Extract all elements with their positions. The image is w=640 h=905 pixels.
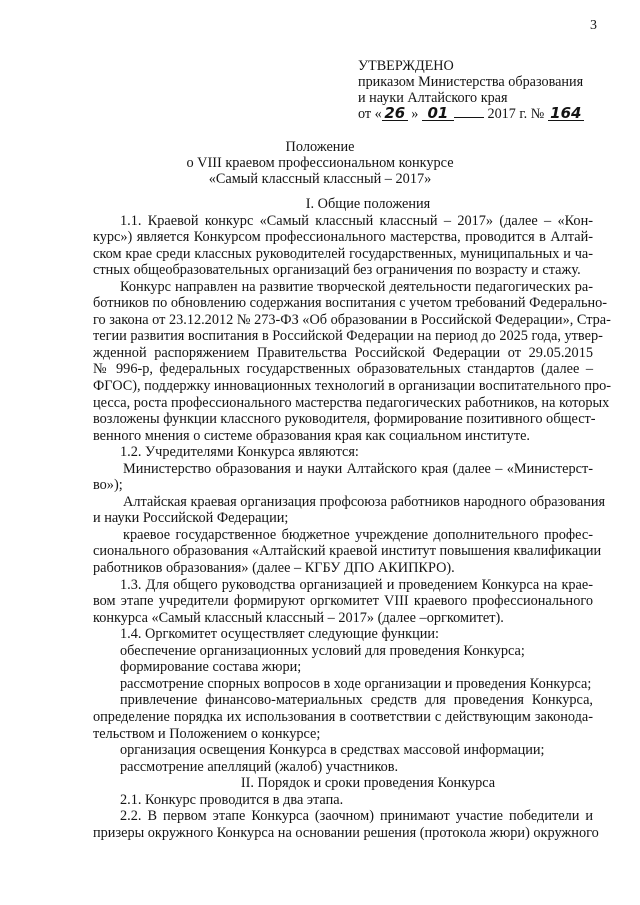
text-line: 2.2. В первом этапе Конкурса (заочном) принимают участие победители и <box>120 808 593 825</box>
heading-line-2: о VIII краевом профессиональном конкурсе <box>186 155 454 171</box>
text-line: краевое государственное бюджетное учреждение дополнительного профес- <box>123 526 593 543</box>
text-line: рассмотрение спорных вопросов в ходе организации и проведения Конкурса; <box>120 675 592 692</box>
text-line: вом этапе учредители формируют оргкомитет VIII краевого профессионального <box>93 593 593 610</box>
text-line: Конкурс направлен на развитие творческой деятельности педагогических ра- <box>120 278 593 295</box>
text-line: организация освещения Конкурса в средствах массовой информации; <box>120 742 545 759</box>
approval-stamp <box>358 58 584 122</box>
text-line: возложены функции классного руководителя, формирование позитивного общест- <box>93 411 596 428</box>
text-line: обеспечение организационных условий для проведения Конкурса; <box>120 642 525 659</box>
text-line: 2.1. Конкурс проводится в два этапа. <box>120 791 344 808</box>
text-line: Министерство образования и науки Алтайского края (далее – «Министерст- <box>123 460 593 477</box>
date-separator: » <box>411 106 419 122</box>
text-line: ФГОС), поддержку инновационных технологий в организации воспитательного про- <box>93 378 612 395</box>
text-line: формирование состава жюри; <box>120 659 302 676</box>
text-line: конкурса «Самый классный классный – 2017» (далее –оргкомитет). <box>93 609 504 626</box>
approval-title: УТВЕРЖДЕНО <box>358 58 454 74</box>
document-heading <box>0 139 640 187</box>
heading-line-3: «Самый классный классный – 2017» <box>208 171 432 187</box>
handwritten-day: 26 <box>382 107 408 121</box>
year-and-number-label: 2017 г. № <box>487 106 545 122</box>
approval-line-1: приказом Министерства образования <box>358 74 584 90</box>
text-line: II. Порядок и сроки проведения Конкурса <box>240 775 496 792</box>
text-line: сионального образования «Алтайский краевой институт повышения квалификации <box>93 543 602 560</box>
handwritten-month: 01 <box>422 107 454 121</box>
text-line: I. Общие положения <box>305 196 431 212</box>
text-line: 1.2. Учредителями Конкурса являются: <box>120 444 359 461</box>
text-line: 1.4. Оргкомитет осуществляет следующие функции: <box>120 626 440 643</box>
text-line: Алтайская краевая организация профсоюза работников народного образования <box>123 493 606 510</box>
text-line: курс») является Конкурсом профессионального мастерства, проводится в Алтай- <box>93 229 593 246</box>
text-line: призеры окружного Конкурса на основании решения (протокола жюри) окружного <box>93 824 599 841</box>
handwritten-number: 164 <box>548 107 584 121</box>
text-line: рассмотрение апелляций (жалоб) участников. <box>120 758 399 775</box>
document-body <box>93 196 612 841</box>
text-line: тельством и Положением о конкурсе; <box>93 725 321 742</box>
text-line: и науки Российской Федерации; <box>93 510 289 527</box>
text-line: № 996-р, федеральных государственных образовательных стандартов (далее – <box>93 361 593 378</box>
text-line: стных общеобразовательных организаций без ограничения по возрасту и стажу. <box>93 262 581 279</box>
text-line: ском крае среди классных руководителей государственных, муниципальных и ча- <box>93 245 593 262</box>
text-line: во»); <box>93 477 123 494</box>
text-line: определение порядка их использования в соответствии с действующим законода- <box>93 708 593 725</box>
text-line: жденной распоряжением Правительства Российской Федерации от 29.05.2015 <box>93 344 593 361</box>
approval-date-line <box>358 106 584 122</box>
text-line: тегии развития воспитания в Российской Федерации на период до 2025 года, утвер- <box>93 328 603 345</box>
text-line: цесса, роста профессионального мастерства педагогических работников, на которых <box>93 394 610 411</box>
page-number: 3 <box>590 18 597 33</box>
heading-line-1: Положение <box>285 139 355 155</box>
text-line: 1.1. Краевой конкурс «Самый классный классный – 2017» (далее – «Кон- <box>120 212 593 229</box>
text-line: работников образования» (далее – КГБУ ДПО АКИПКРО). <box>93 560 455 577</box>
text-line: го закона от 23.12.2012 № 273-ФЗ «Об образовании в Российской Федерации», Стра- <box>93 311 611 328</box>
approval-line-2: и науки Алтайского края <box>358 90 508 106</box>
text-line: ботников по обновлению содержания воспитания с учетом требований Федерально- <box>93 295 608 312</box>
text-line: 1.3. Для общего руководства организацией и проведением Конкурса на крае- <box>120 576 593 593</box>
text-line: венного мнения о системе образования края как социальном институте. <box>93 427 530 444</box>
text-line: привлечение финансово-материальных средств для проведения Конкурса, <box>120 692 593 709</box>
date-prefix: от « <box>358 106 382 122</box>
